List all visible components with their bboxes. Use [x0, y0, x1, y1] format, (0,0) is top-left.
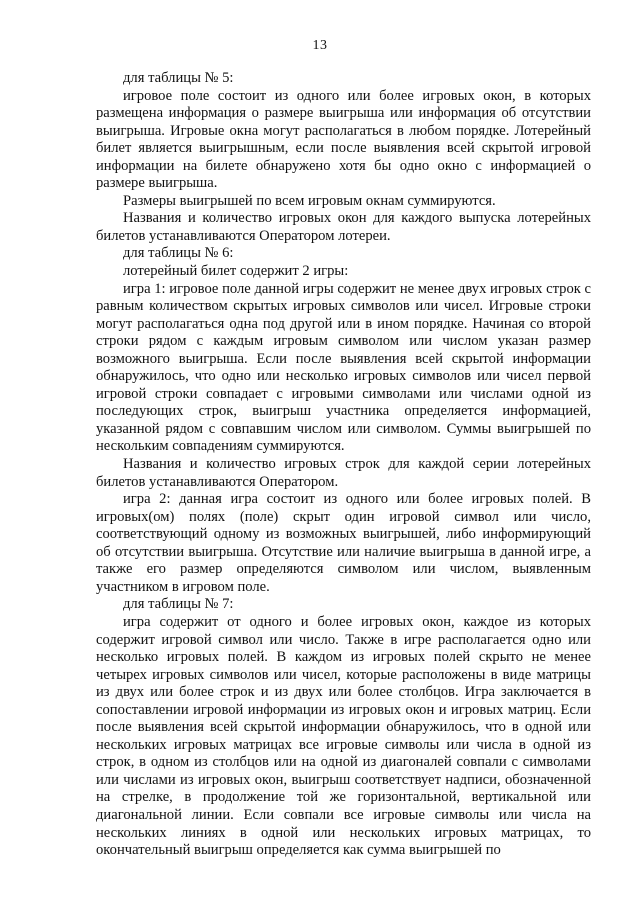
- paragraph-table5-sum: Размеры выигрышей по всем игровым окнам суммируются.: [123, 192, 496, 209]
- paragraph-table6-intro: лотерейный билет содержит 2 игры:: [123, 263, 349, 280]
- paragraph-table7-heading: для таблицы № 7:: [123, 596, 234, 613]
- paragraph-table5-heading: для таблицы № 5:: [123, 70, 234, 86]
- paragraph-game1: игра 1: игровое поле данной игры содержит не менее двух игровых строк с равным количеством скрытых игровых символов или чисел. Игровые строки могут располагаться одна под другой или в ином порядке. Начиная со второй строки рядом с каждым игровым символом или числом указан размер возможного выигрыша. Если после выявления всей скрытой информации обнаружилось, что одно или несколько игровых символов или чисел первой игровой строки совпадает с игровыми символами или числами одной из последующих строк, выигрыш участника определяется информацией, указанной рядом с совпавшим числом или символом. Суммы выигрышей по нескольким совпадениям суммируются.: [96, 280, 591, 455]
- paragraph-table5-operator: Названия и количество игровых окон для каждого выпуска лотерейных билетов устанавливаются Оператором лотереи.: [96, 210, 591, 244]
- paragraph-game1-operator: Названия и количество игровых строк для каждой серии лотерейных билетов устанавливаются Оператором.: [96, 456, 591, 490]
- paragraph-table5-description: игровое поле состоит из одного или более игровых окон, в которых размещена информация о размере выигрыша или информация об отсутствии выигрыша. Игровые окна могут располагаться в любом порядке. Лотерейный билет является выигрышным, если после выявления всей скрытой игровой информации на билете обнаружено хотя бы одно окно с информацией о размере выигрыша.: [96, 87, 591, 192]
- paragraph-game2: игра 2: данная игра состоит из одного или более игровых полей. В игровых(ом) полях (поле) скрыт один игровой символ или число, соответствующий одному из возможных выигрышей, либо информирующий об отсутствии выигрыша. Отсутствие или наличие выигрыша в данной игре, а также его размер определяются символом или числом, выявленным участником в игровом поле.: [96, 491, 591, 595]
- paragraph-table6-heading: для таблицы № 6:: [123, 245, 234, 262]
- paragraph-table7-description: игра содержит от одного и более игровых окон, каждое из которых содержит игровой символ или число. Также в игре располагается одно или несколько игровых полей. В каждом из игровых полей скрыто не менее четырех игровых символов или чисел, которые расположены в виде матрицы из двух или более строк и из двух или более столбцов. Игра заключается в сопоставлении игровой информации из игровых окон и игровых матриц. Если после выявления всей скрытой информации обнаружилось, что в одной или нескольких игровых матрицах все игровые символы или числа в одной из строк, в одном из столбцов или на одной из диагоналей совпали с символами или числами из игровых окон, выигрыш соответствует надписи, обозначенной на стрелке, в продолжение той же горизонтальной, вертикальной или диагональной линии. Если совпали все игровые символы или числа на нескольких линиях в одной или нескольких игровых матрицах, то окончательный выигрыш определяется как сумма выигрышей по: [96, 613, 591, 859]
- document-body: [96, 70, 591, 860]
- page-number: 13: [312, 38, 328, 53]
